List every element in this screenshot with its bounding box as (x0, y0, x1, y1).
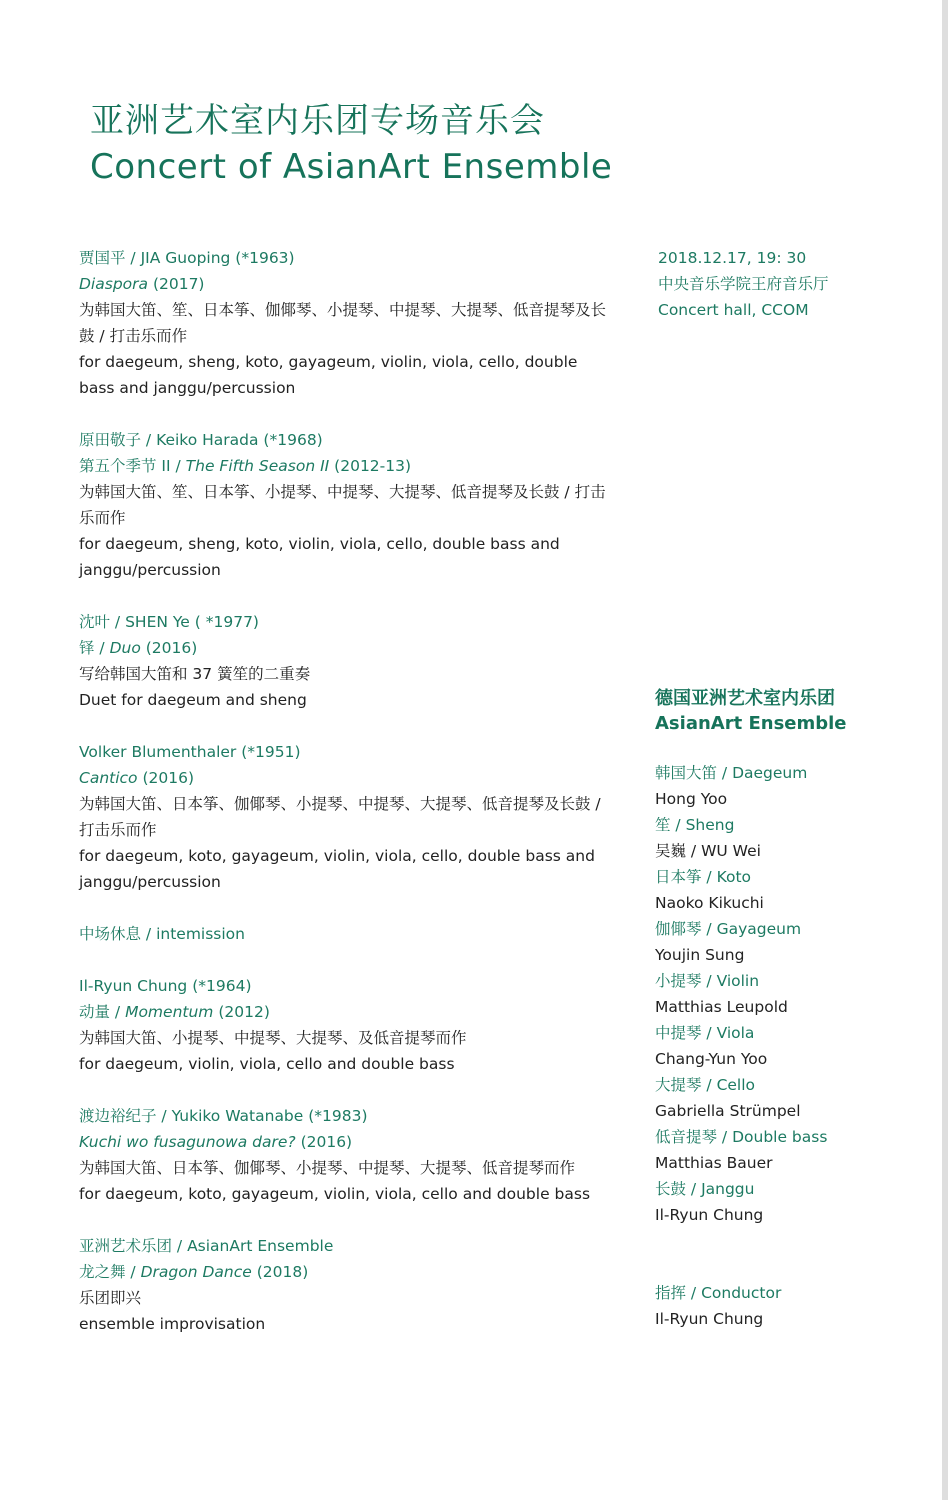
program-list (79, 245, 609, 1363)
title-chinese: 亚洲艺术室内乐团专场音乐会 (90, 101, 545, 141)
page-edge (942, 0, 948, 1500)
composer: 沈叶 / SHEN Ye ( *1977) (79, 613, 259, 631)
member-instrument: 小提琴 / Violin (655, 972, 760, 990)
instrumentation-en: Duet for daegeum and sheng (79, 691, 307, 709)
instrumentation-zh: 乐团即兴 (79, 1289, 142, 1307)
member-instrument: 中提琴 / Viola (655, 1024, 755, 1042)
member-instrument: 日本筝 / Koto (655, 868, 752, 886)
instrumentation-en: ensemble improvisation (79, 1315, 266, 1333)
member-player: Gabriella Strümpel (655, 1102, 801, 1120)
member-player: Il-Ryun Chung (655, 1206, 764, 1224)
instrumentation-zh: 为韩国大笛、笙、日本筝、伽倻琴、小提琴、中提琴、大提琴、低音提琴及长鼓 / 打击乐而作 (79, 301, 607, 345)
member-player: Matthias Bauer (655, 1154, 773, 1172)
program-piece-6 (79, 1103, 609, 1207)
program-piece-2 (79, 427, 609, 583)
ensemble-section (655, 686, 847, 1332)
member-instrument: 大提琴 / Cello (655, 1076, 756, 1094)
member-player: Naoko Kikuchi (655, 894, 764, 912)
composer: 亚洲艺术乐团 / AsianArt Ensemble (79, 1237, 334, 1255)
member-instrument: 伽倻琴 / Gayageum (655, 920, 802, 938)
event-info (658, 245, 829, 323)
instrumentation-en: for daegeum, koto, gayageum, violin, viola, cello and double bass (79, 1185, 591, 1203)
work-title: Diaspora (2017) (79, 275, 205, 293)
ensemble-roster (655, 760, 847, 1228)
intermission (79, 921, 609, 947)
event-venue-en: Concert hall, CCOM (658, 301, 809, 319)
member-instrument: 长鼓 / Janggu (655, 1180, 755, 1198)
program-piece-3 (79, 609, 609, 713)
program-piece-7 (79, 1233, 609, 1337)
composer: Il-Ryun Chung (*1964) (79, 977, 252, 995)
work-title: 动量 / Momentum (2012) (79, 1003, 270, 1021)
composer: 贾国平 / JIA Guoping (*1963) (79, 249, 295, 267)
composer: Volker Blumenthaler (*1951) (79, 743, 301, 761)
program-piece-5 (79, 973, 609, 1077)
program-piece-1 (79, 245, 609, 401)
instrumentation-en: for daegeum, koto, gayageum, violin, viola, cello, double bass and janggu/percussion (79, 847, 595, 891)
instrumentation-en: for daegeum, violin, viola, cello and double bass (79, 1055, 455, 1073)
instrumentation-en: for daegeum, sheng, koto, gayageum, violin, viola, cello, double bass and janggu/percussion (79, 353, 578, 397)
work-title: 铎 / Duo (2016) (79, 639, 198, 657)
work-title: 第五个季节 II / The Fifth Season II (2012-13) (79, 457, 412, 475)
work-title: Cantico (2016) (79, 769, 195, 787)
member-player: 吴巍 / WU Wei (655, 842, 761, 860)
member-player: Hong Yoo (655, 790, 728, 808)
conductor-label: 指挥 / Conductor (655, 1284, 782, 1302)
title-english: Concert of AsianArt Ensemble (90, 147, 613, 187)
member-instrument: 低音提琴 / Double bass (655, 1128, 828, 1146)
member-instrument: 韩国大笛 / Daegeum (655, 764, 808, 782)
instrumentation-zh: 为韩国大笛、小提琴、中提琴、大提琴、及低音提琴而作 (79, 1029, 467, 1047)
conductor-block (655, 1280, 847, 1332)
program-piece-4 (79, 739, 609, 895)
instrumentation-en: for daegeum, sheng, koto, violin, viola, cello, double bass and janggu/percussion (79, 535, 560, 579)
intermission-label: 中场休息 / intemission (79, 925, 245, 943)
work-title: 龙之舞 / Dragon Dance (2018) (79, 1263, 309, 1281)
member-instrument: 笙 / Sheng (655, 816, 735, 834)
composer: 原田敬子 / Keiko Harada (*1968) (79, 431, 323, 449)
instrumentation-zh: 为韩国大笛、日本筝、伽倻琴、小提琴、中提琴、大提琴、低音提琴及长鼓 / 打击乐而作 (79, 795, 601, 839)
ensemble-name-en: AsianArt Ensemble (655, 713, 847, 734)
event-datetime: 2018.12.17, 19: 30 (658, 249, 807, 267)
member-player: Youjin Sung (655, 946, 745, 964)
ensemble-name-zh: 德国亚洲艺术室内乐团 (655, 688, 835, 709)
conductor-name: Il-Ryun Chung (655, 1310, 764, 1328)
instrumentation-zh: 为韩国大笛、笙、日本筝、小提琴、中提琴、大提琴、低音提琴及长鼓 / 打击乐而作 (79, 483, 606, 527)
page-title (90, 98, 612, 190)
instrumentation-zh: 写给韩国大笛和 37 簧笙的二重奏 (79, 665, 311, 683)
composer: 渡边裕纪子 / Yukiko Watanabe (*1983) (79, 1107, 368, 1125)
event-venue-zh: 中央音乐学院王府音乐厅 (658, 275, 829, 293)
instrumentation-zh: 为韩国大笛、日本筝、伽倻琴、小提琴、中提琴、大提琴、低音提琴而作 (79, 1159, 576, 1177)
member-player: Matthias Leupold (655, 998, 788, 1016)
member-player: Chang-Yun Yoo (655, 1050, 768, 1068)
work-title: Kuchi wo fusagunowa dare? (2016) (79, 1133, 353, 1151)
